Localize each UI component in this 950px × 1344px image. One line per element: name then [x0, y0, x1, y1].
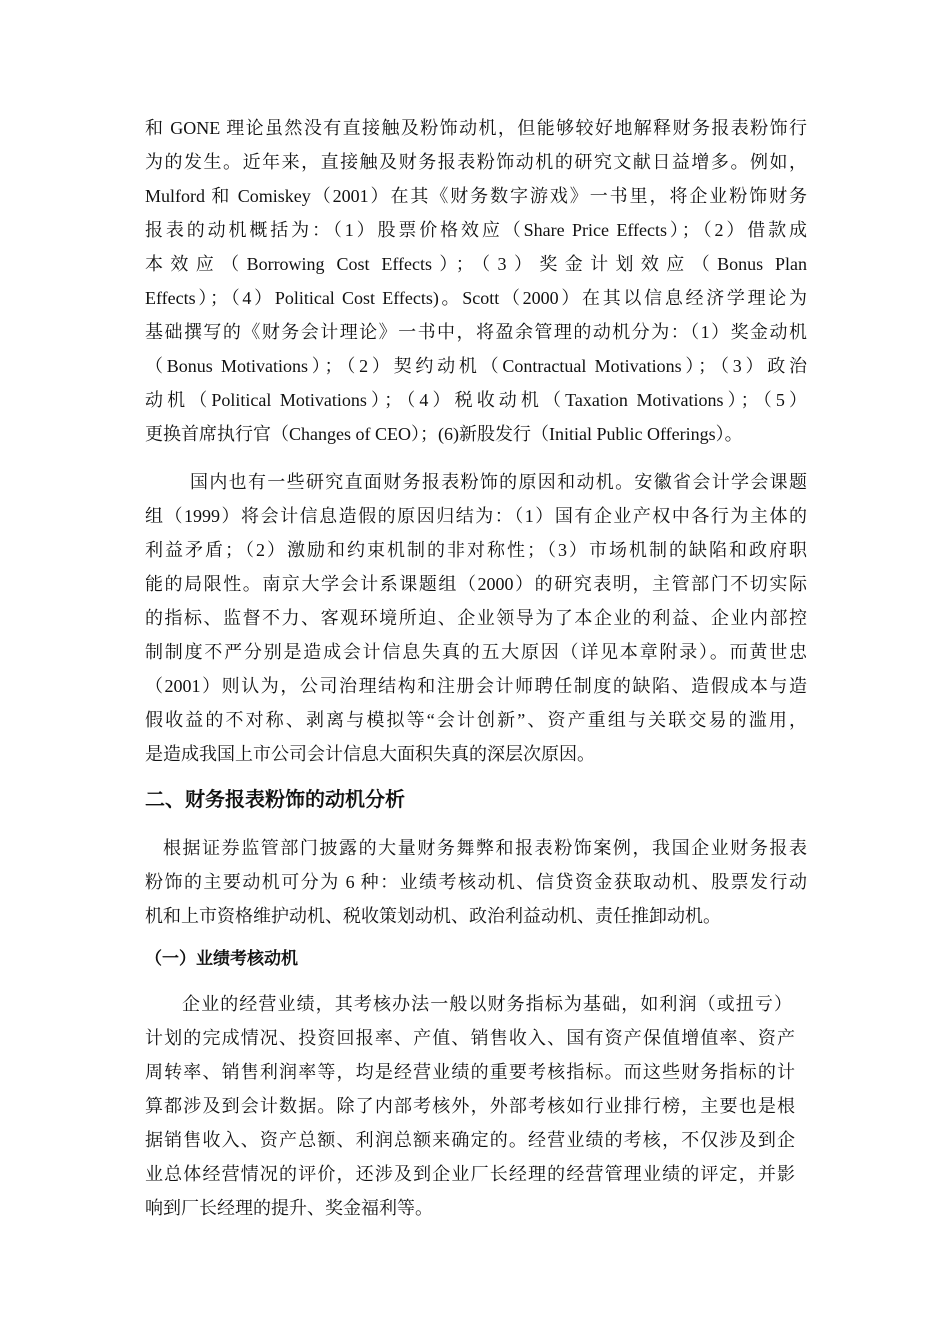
paragraph-1-line: 报表的动机概括为：（1）股票价格效应（Share Price Effects）；（2）借款成: [145, 220, 807, 240]
paragraph-4-line: 周转率、销售利润率等，均是经营业绩的重要考核指标。而这些财务指标的计: [145, 1062, 795, 1082]
paragraph-2-line: 是造成我国上市公司会计信息大面积失真的深层次原因。: [145, 744, 595, 764]
subsection-heading: （一）业绩考核动机: [145, 949, 298, 969]
paragraph-2-line: 假收益的不对称、剥离与模拟等“会计创新”、资产重组与关联交易的滥用，: [145, 710, 807, 730]
paragraph-1-line: 基础撰写的《财务会计理论》一书中，将盈余管理的动机分为：（1）奖金动机: [145, 322, 807, 342]
paragraph-2-line: 组（1999）将会计信息造假的原因归结为：（1）国有企业产权中各行为主体的: [145, 506, 807, 526]
paragraph-1-line: 本效应（Borrowing Cost Effects）；（3）奖金计划效应（Bonus Plan: [145, 254, 807, 274]
section-heading: 二、财务报表粉饰的动机分析: [145, 787, 405, 811]
paragraph-4-line: 业总体经营情况的评价，还涉及到企业厂长经理的经营管理业绩的评定，并影: [145, 1164, 795, 1184]
paragraph-2-line: 的指标、监督不力、客观环境所迫、企业领导为了本企业的利益、企业内部控: [145, 608, 807, 628]
paragraph-1-line: 更换首席执行官（Changes of CEO）；(6)新股发行（Initial Public Offerings）。: [145, 424, 743, 444]
paragraph-4-line: 计划的完成情况、投资回报率、产值、销售收入、国有资产保值增值率、资产: [145, 1028, 795, 1048]
paragraph-2-line: （2001）则认为，公司治理结构和注册会计师聘任制度的缺陷、造假成本与造: [145, 676, 807, 696]
paragraph-1-line: 动机（Political Motivations）；（4）税收动机（Taxation Motivations）；（5）: [145, 390, 807, 410]
paragraph-1-line: Mulford 和 Comiskey（2001）在其《财务数字游戏》一书里，将企业粉饰财务: [145, 186, 807, 206]
paragraph-3-line: 机和上市资格维护动机、税收策划动机、政治利益动机、责任推卸动机。: [145, 906, 721, 926]
paragraph-4-line: 响到厂长经理的提升、奖金福利等。: [145, 1198, 433, 1218]
paragraph-3-line: 粉饰的主要动机可分为 6 种：业绩考核动机、信贷资金获取动机、股票发行动: [145, 872, 807, 892]
paragraph-2-line: 能的局限性。南京大学会计系课题组（2000）的研究表明，主管部门不切实际: [145, 574, 807, 594]
paragraph-1-line: Effects）；（4）Political Cost Effects)。Scott（2000）在其以信息经济学理论为: [145, 288, 807, 308]
paragraph-1-line: （Bonus Motivations）；（2）契约动机（Contractual Motivations）；（3）政治: [145, 356, 807, 376]
paragraph-3-line: 根据证券监管部门披露的大量财务舞弊和报表粉饰案例，我国企业财务报表: [163, 838, 807, 858]
paragraph-4-line: 据销售收入、资产总额、利润总额来确定的。经营业绩的考核，不仅涉及到企: [145, 1130, 795, 1150]
paragraph-4-line: 算都涉及到会计数据。除了内部考核外，外部考核如行业排行榜，主要也是根: [145, 1096, 795, 1116]
paragraph-2-line: 利益矛盾；（2）激励和约束机制的非对称性；（3）市场机制的缺陷和政府职: [145, 540, 807, 560]
paragraph-1-line: 和 GONE 理论虽然没有直接触及粉饰动机，但能够较好地解释财务报表粉饰行: [145, 118, 807, 138]
paragraph-2-line: 制制度不严分别是造成会计信息失真的五大原因（详见本章附录）。而黄世忠: [145, 642, 807, 662]
paragraph-2-line: 国内也有一些研究直面财务报表粉饰的原因和动机。安徽省会计学会课题: [190, 472, 807, 492]
paragraph-1-line: 为的发生。近年来，直接触及财务报表粉饰动机的研究文献日益增多。例如，: [145, 152, 807, 172]
paragraph-4-line: 企业的经营业绩，其考核办法一般以财务指标为基础，如利润（或扭亏）: [182, 994, 792, 1014]
